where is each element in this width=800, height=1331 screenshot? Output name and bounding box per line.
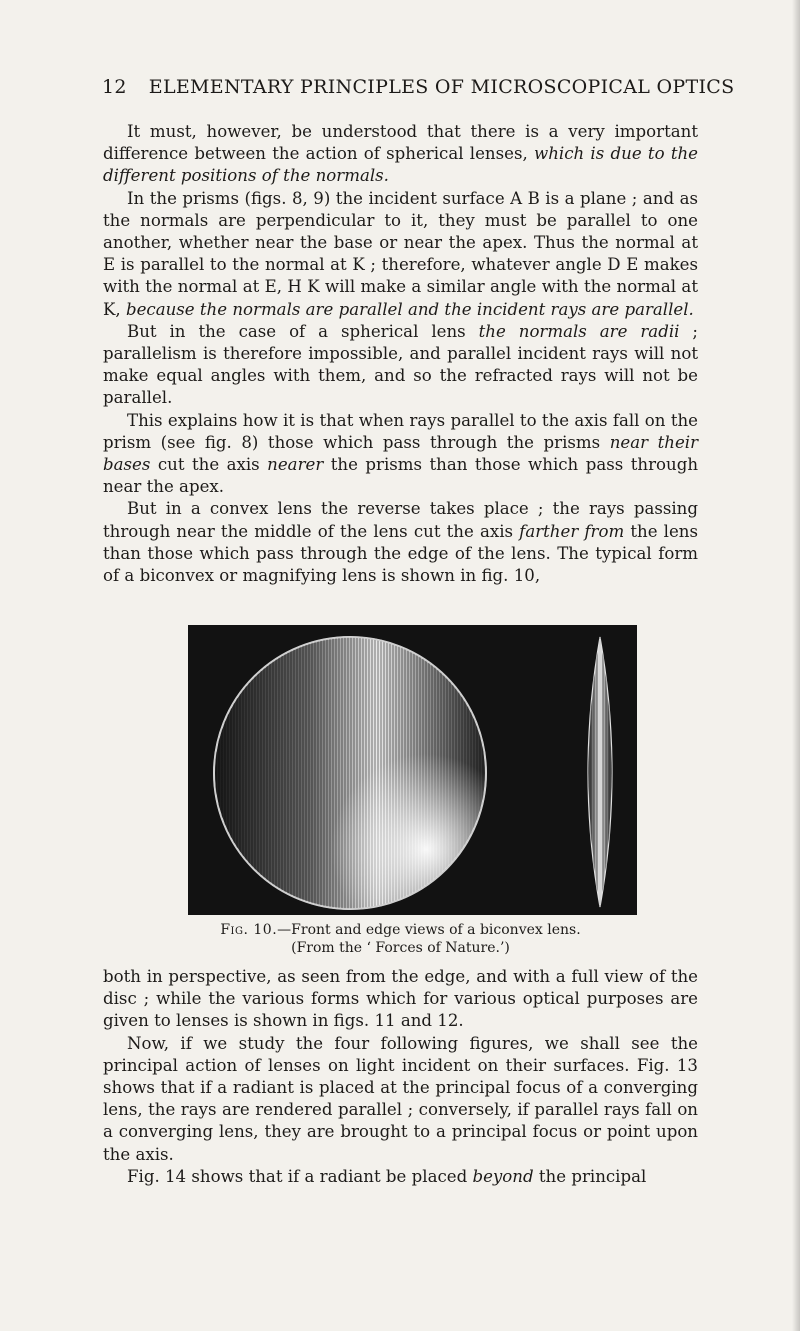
paragraph [103,1166,698,1188]
figure-source: (From the ‘ Forces of Nature.’) [291,940,510,956]
text-run: But in the case of a spherical lens [127,321,479,341]
text-run: In the prisms (figs. 8, 9) the incident surface A B is a plane ; and as the normals are perpendicular to it, they must be parallel to one another, whether near the base or near the apex. Thus the normal at E is parallel to the normal at K ; therefore, whatever angle D E makes with the normal at E, H K will make a similar angle with the normal at K, [103,188,698,319]
italic-text: farther from [519,521,625,541]
figure-caption [103,921,698,957]
paragraph [103,498,698,587]
text-run: But in a convex lens the reverse takes place ; the rays passing through near the middle of the lens cut the axis [103,499,698,541]
paragraph [103,410,698,499]
paragraph [103,321,698,410]
text-run: both in perspective, as seen from the edge, and with a full view of the disc ; while the various forms which for various optical purposes are given to lenses is shown in figs. 11 and 12. [103,967,698,1031]
text-run: the prisms than those which pass through near the apex. [103,455,698,497]
lens-front-view [214,637,486,909]
text-run: Fig. 14 shows that if a radiant be placed [127,1166,473,1186]
body-text-bottom [103,966,698,1188]
paragraph [103,121,698,188]
lens-engraving [188,625,637,915]
italic-text: because the normals are parallel and the incident rays are parallel. [125,299,694,319]
page-number: 12 [102,76,127,98]
text-run: It must, however, be understood that there is a very important difference between the action of spherical lenses, [103,122,698,164]
text-run: the lens than those which pass through the edge of the lens. The typical form of a biconvex or magnifying lens is shown in fig. 10, [103,521,698,586]
text-run: Now, if we study the four following figures, we shall see the principal action of lenses on light incident on their surfaces. Fig. 13 shows that if a radiant is placed at the principal focus of a converging lens, the rays are rendered parallel ; conversely, if parallel rays fall on a converging lens, they are brought to a principal focus or point upon the axis. [103,1033,698,1164]
figure-biconvex-lens [188,625,637,915]
italic-text: beyond [472,1166,534,1186]
text-run: the principal [533,1166,647,1186]
italic-text: nearer [267,455,324,475]
paragraph [103,188,698,321]
page-edge-shadow [792,0,800,1331]
running-header [102,76,735,98]
text-run: ; parallelism is therefore impossible, and parallel incident rays will not make equal angles with them, and so the refracted rays will not be parallel. [103,321,698,408]
running-title: ELEMENTARY PRINCIPLES OF MICROSCOPICAL OPTICS [148,76,735,98]
body-text-top [103,121,698,587]
text-run: This explains how it is that when rays parallel to the axis fall on the prism (see fig. 8) those which pass through the prisms [103,410,698,452]
lens-edge-view [588,637,612,907]
figure-caption-text: —Front and edge views of a biconvex lens. [277,922,581,938]
figure-label: Fig. 10. [220,922,278,938]
paragraph [103,966,698,1033]
paragraph [103,1033,698,1166]
italic-text: near their bases [103,432,698,475]
italic-text: the normals are radii [478,321,680,341]
italic-text: which is due to the different positions of the normals. [103,144,698,186]
text-run: cut the axis [150,455,268,475]
